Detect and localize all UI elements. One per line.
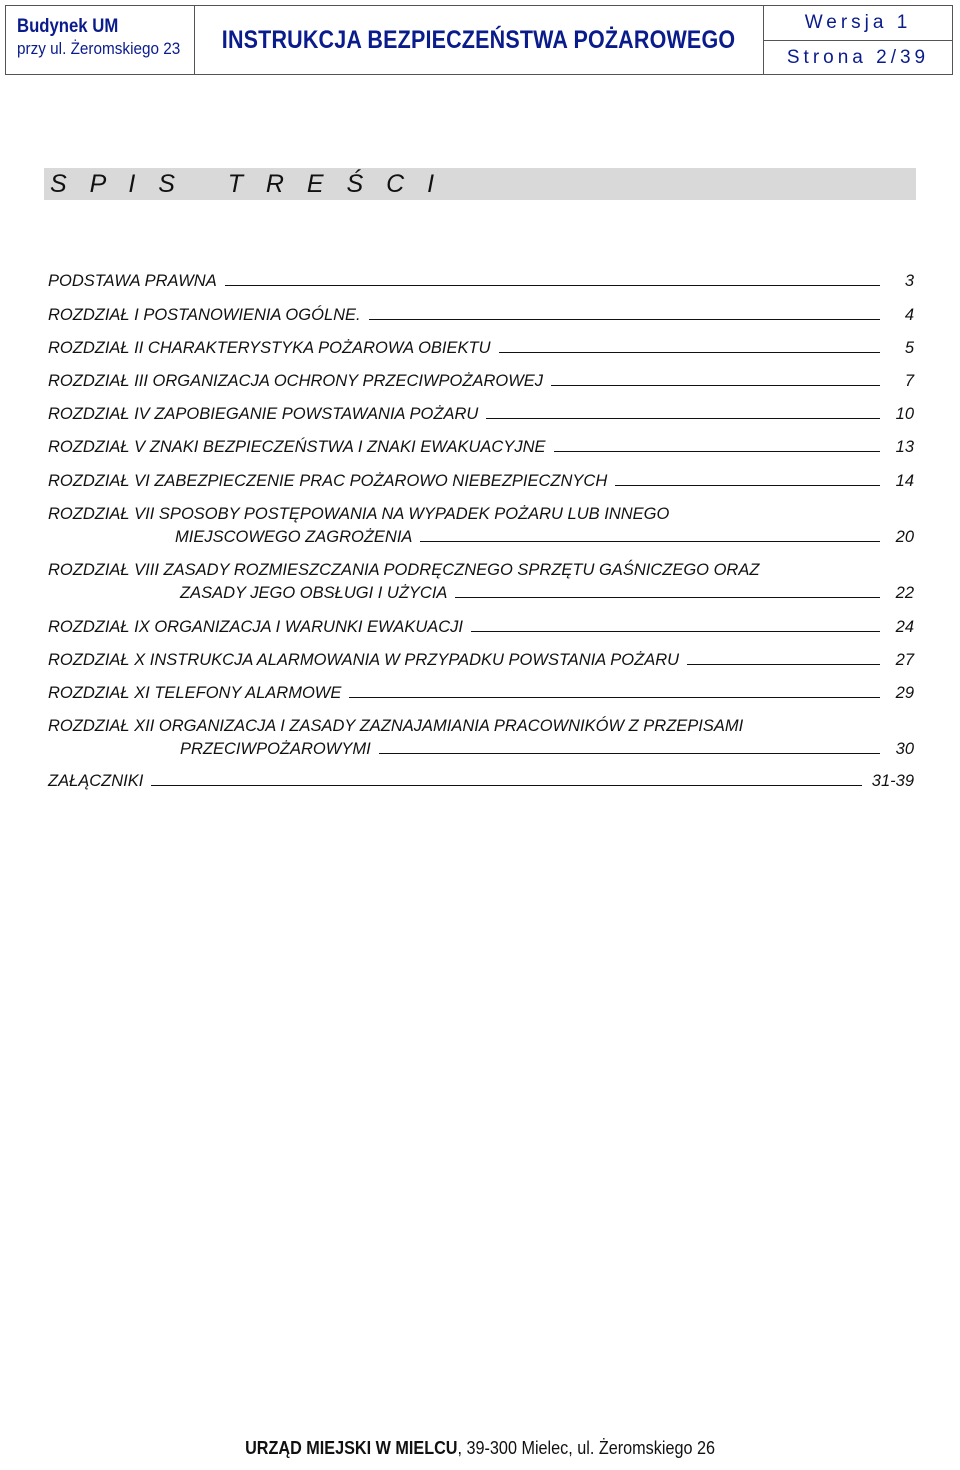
footer-organization: URZĄD MIEJSKI W MIELCU	[245, 1438, 458, 1458]
toc-entry[interactable]	[48, 713, 914, 759]
header-title-cell	[195, 6, 764, 74]
toc-entry-title: ROZDZIAŁ III ORGANIZACJA OCHRONY PRZECIWPOŻAROWEJ	[48, 372, 544, 390]
toc-page-number: 31-39	[871, 772, 914, 790]
toc-leader-line	[369, 318, 880, 320]
toc-heading-band	[44, 168, 916, 200]
toc-leader-line	[225, 284, 880, 286]
toc-entry-title: ROZDZIAŁ IV ZAPOBIEGANIE POWSTAWANIA POŻARU	[48, 405, 479, 423]
toc-leader-line	[499, 351, 880, 353]
toc-leader-line	[486, 417, 880, 419]
toc-entry[interactable]	[48, 268, 914, 291]
toc-leader-line	[455, 596, 880, 598]
header-building: Budynek UM	[17, 16, 119, 37]
toc-leader-line	[471, 630, 880, 632]
toc-entry[interactable]	[48, 501, 914, 547]
toc-entry-title: ROZDZIAŁ VIII ZASADY ROZMIESZCZANIA PODRĘCZNEGO SPRZĘTU GAŚNICZEGO ORAZ	[48, 561, 760, 579]
toc-leader-line	[379, 752, 880, 754]
toc-entry-title: ROZDZIAŁ VI ZABEZPIECZENIE PRAC POŻAROWO NIEBEZPIECZNYCH	[48, 472, 608, 490]
toc-entry-title: ZAŁĄCZNIKI	[48, 772, 144, 790]
toc-entry-title: ROZDZIAŁ XII ORGANIZACJA I ZASADY ZAZNAJAMIANIA PRACOWNIKÓW Z PRZEPISAMI	[48, 717, 744, 735]
header-meta-cell	[764, 6, 952, 74]
toc-entry-title: ROZDZIAŁ XI TELEFONY ALARMOWE	[48, 684, 342, 702]
toc-entry[interactable]	[48, 468, 914, 491]
toc-leader-line	[554, 450, 880, 452]
toc-entry[interactable]	[48, 434, 914, 457]
toc-entry-title: PODSTAWA PRAWNA	[48, 272, 217, 290]
page-number: Strona 2/39	[786, 46, 930, 68]
toc-page-number: 27	[895, 651, 914, 669]
toc-entry-title: ROZDZIAŁ II CHARAKTERYSTYKA POŻAROWA OBIEKTU	[48, 339, 491, 357]
page-footer	[0, 1438, 960, 1459]
toc-entry[interactable]	[48, 614, 914, 637]
document-version: Wersja 1	[764, 6, 952, 41]
toc-page-number: 13	[895, 438, 914, 456]
toc-leader-line	[349, 696, 880, 698]
toc-leader-line	[687, 663, 880, 665]
toc-entry-title-continued: PRZECIWPOŻAROWYMI	[180, 740, 371, 758]
toc-page-number: 10	[895, 405, 914, 423]
toc-page-number: 4	[904, 306, 914, 324]
toc-entry[interactable]	[48, 368, 914, 391]
toc-entry[interactable]	[48, 401, 914, 424]
toc-page-number: 3	[904, 272, 914, 290]
footer-address: , 39-300 Mielec, ul. Żeromskiego 26	[457, 1438, 715, 1458]
table-of-contents	[48, 268, 914, 791]
toc-leader-line	[551, 384, 880, 386]
toc-page-number: 30	[895, 740, 914, 758]
toc-page-number: 29	[895, 684, 914, 702]
toc-leader-line	[151, 784, 861, 786]
toc-page-number: 5	[904, 339, 914, 357]
toc-entry-title: ROZDZIAŁ VII SPOSOBY POSTĘPOWANIA NA WYPADEK POŻARU LUB INNEGO	[48, 505, 670, 523]
toc-entry-title: ROZDZIAŁ V ZNAKI BEZPIECZEŃSTWA I ZNAKI EWAKUACYJNE	[48, 438, 546, 456]
toc-entry-title-continued: ZASADY JEGO OBSŁUGI I UŻYCIA	[180, 584, 448, 602]
toc-leader-line	[420, 540, 880, 542]
toc-entry[interactable]	[48, 557, 914, 603]
toc-entry-title: ROZDZIAŁ X INSTRUKCJA ALARMOWANIA W PRZYPADKU POWSTANIA POŻARU	[48, 651, 680, 669]
toc-entry[interactable]	[48, 302, 914, 325]
toc-entry-title-continued: MIEJSCOWEGO ZAGROŻENIA	[175, 528, 413, 546]
toc-entry-title: ROZDZIAŁ IX ORGANIZACJA I WARUNKI EWAKUACJI	[48, 618, 463, 636]
toc-entry-title: ROZDZIAŁ I POSTANOWIENIA OGÓLNE.	[48, 306, 361, 324]
header-building-cell	[6, 6, 195, 74]
toc-entry[interactable]	[48, 335, 914, 358]
toc-page-number: 22	[895, 584, 914, 602]
toc-page-number: 14	[895, 472, 914, 490]
toc-entry[interactable]	[48, 680, 914, 703]
toc-page-number: 7	[904, 372, 914, 390]
toc-heading: S P I S T R E Ś C I	[50, 170, 443, 198]
toc-page-number: 20	[895, 528, 914, 546]
toc-entry[interactable]	[48, 768, 914, 791]
toc-page-number: 24	[895, 618, 914, 636]
document-title: INSTRUKCJA BEZPIECZEŃSTWA POŻAROWEGO	[222, 25, 736, 54]
header-street: przy ul. Żeromskiego 23	[17, 39, 181, 58]
toc-entry[interactable]	[48, 647, 914, 670]
page-header	[5, 5, 953, 75]
toc-leader-line	[615, 484, 880, 486]
